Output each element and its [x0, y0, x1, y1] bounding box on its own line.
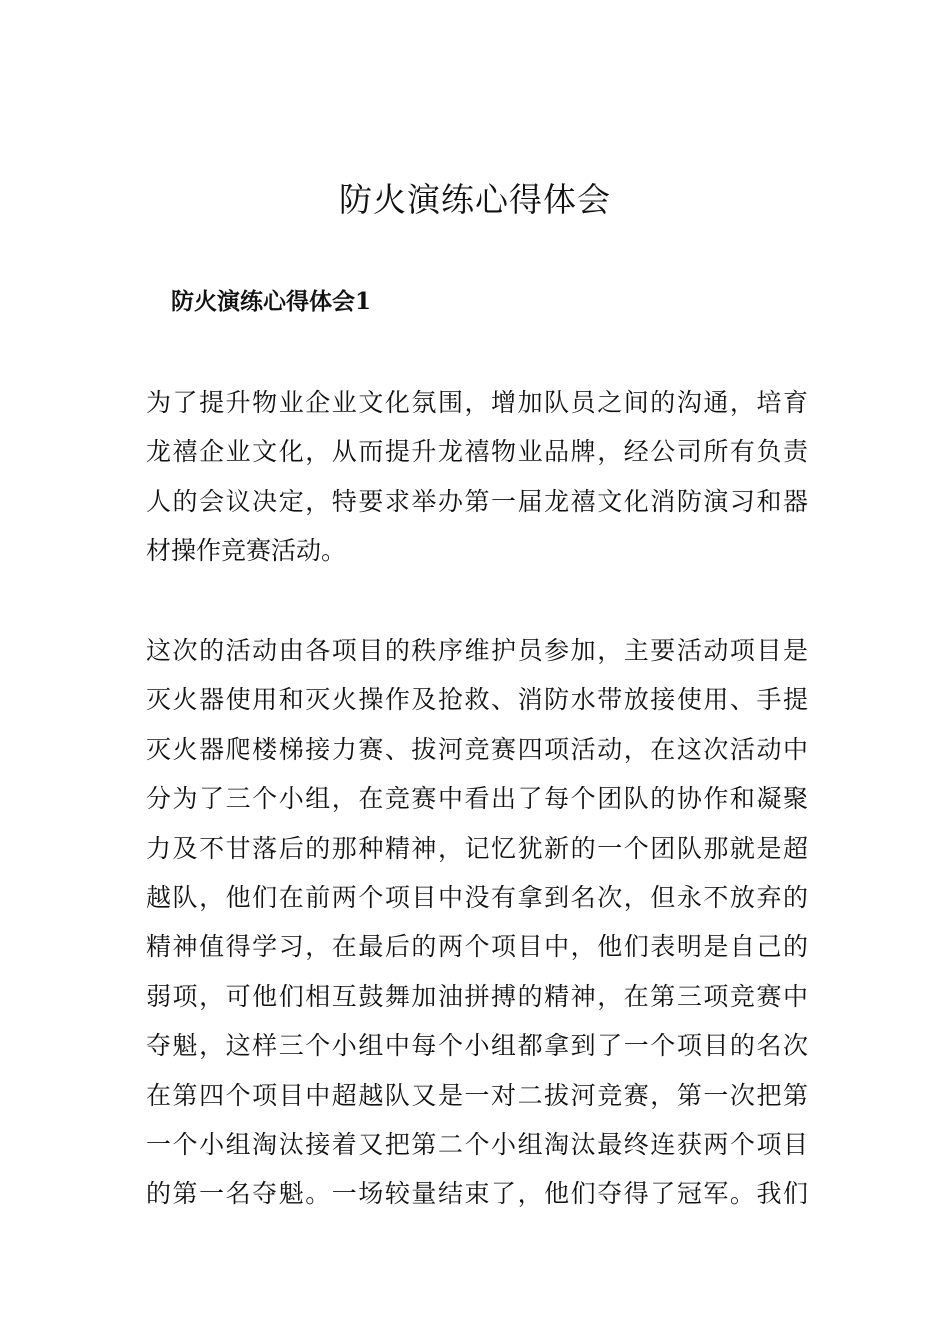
paragraph-line: 这次的活动由各项目的秩序维护员参加，主要活动项目是 [146, 636, 808, 665]
paragraph-line: 在第四个项目中超越队又是一对二拔河竞赛，第一次把第 [146, 1080, 808, 1110]
paragraph-line: 力及不甘落后的那种精神，记忆犹新的一个团队那就是超 [146, 833, 808, 863]
paragraph-line: 的第一名夺魁。一场较量结束了，他们夺得了冠军。我们 [146, 1179, 808, 1209]
paragraph-line: 人的会议决定，特要求举办第一届龙禧文化消防演习和器 [146, 486, 808, 516]
paragraph-line: 分为了三个小组，在竞赛中看出了每个团队的协作和凝聚 [146, 784, 808, 814]
paragraph-line: 夺魁，这样三个小组中每个小组都拿到了一个项目的名次 [146, 1031, 808, 1061]
section-heading: 防火演练心得体会1 [171, 288, 372, 315]
paragraph-line: 弱项，可他们相互鼓舞加油拼搏的精神，在第三项竞赛中 [146, 981, 808, 1011]
paragraph-line: 材操作竞赛活动。 [146, 536, 347, 566]
paragraph-line: 灭火器爬楼梯接力赛、拔河竞赛四项活动，在这次活动中 [146, 734, 808, 764]
paragraph-line: 一个小组淘汰接着又把第二个小组淘汰最终连获两个项目 [146, 1129, 808, 1159]
paragraph-2 [146, 626, 808, 1219]
paragraph-1 [146, 378, 808, 576]
paragraph-line: 灭火器使用和灭火操作及抢救、消防水带放接使用、手提 [146, 685, 808, 715]
paragraph-line: 越队，他们在前两个项目中没有拿到名次，但永不放弃的 [146, 882, 808, 912]
document-title: 防火演练心得体会 [339, 180, 611, 219]
paragraph-line: 精神值得学习，在最后的两个项目中，他们表明是自己的 [146, 932, 808, 962]
paragraph-line: 为了提升物业企业文化氛围，增加队员之间的沟通，培育 [146, 388, 808, 417]
paragraph-line: 龙禧企业文化，从而提升龙禧物业品牌，经公司所有负责 [146, 437, 808, 467]
